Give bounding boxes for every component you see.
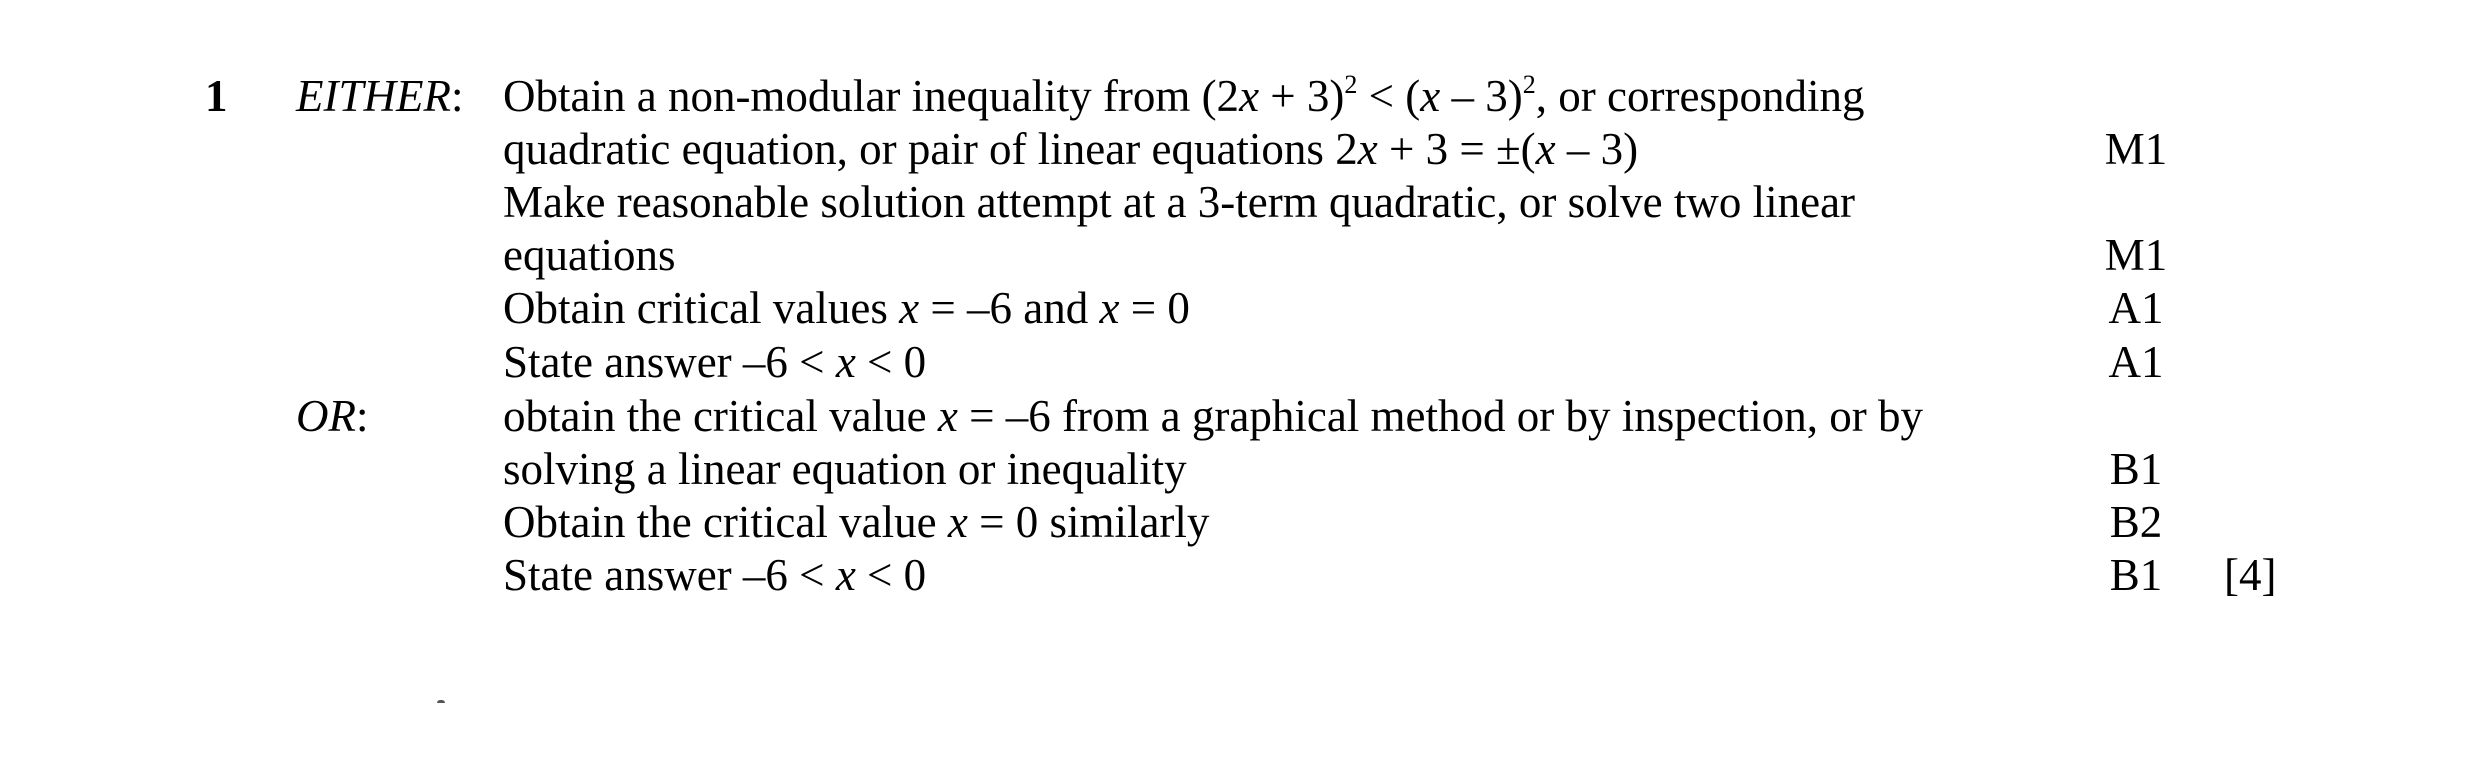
variable: x <box>835 550 856 600</box>
question-number: 1 <box>205 71 228 121</box>
text-run: State answer –6 < <box>503 337 836 387</box>
variable: x <box>835 337 856 387</box>
variable: x <box>1535 124 1556 174</box>
mark-code: B1 <box>2109 444 2163 494</box>
text-run: Obtain critical values <box>503 283 900 333</box>
text-run: = –6 and <box>919 283 1100 333</box>
mark-line <box>0 70 2480 123</box>
text-run: – 3) <box>1440 71 1523 121</box>
question-total-marks: [4] <box>2224 550 2277 600</box>
mark-line-text <box>503 443 1187 496</box>
text-run: Obtain the critical value <box>503 497 948 547</box>
mark-line-text <box>503 549 926 602</box>
mark-line <box>0 549 2480 602</box>
text-run: quadratic equation, or pair of linear equations 2 <box>503 124 1358 174</box>
text-run: Obtain a non-modular inequality from (2 <box>503 71 1240 121</box>
text-run: < 0 <box>855 337 927 387</box>
mark-line <box>0 496 2480 549</box>
variable: x <box>1420 71 1441 121</box>
mark-line-text <box>503 496 1209 549</box>
or-label: OR: <box>296 391 369 441</box>
mark-line-text <box>503 70 1864 123</box>
mark-line <box>0 443 2480 496</box>
text-run: obtain the critical value <box>503 391 938 441</box>
text-run: – 3) <box>1555 124 1639 174</box>
mark-code: M1 <box>2104 124 2168 174</box>
mark-line-text <box>503 390 1923 443</box>
variable: x <box>947 497 968 547</box>
variable: x <box>1099 283 1120 333</box>
mark-line-text <box>503 336 926 389</box>
text-run: + 3 = ±( <box>1377 124 1536 174</box>
mark-line-text <box>503 282 1190 335</box>
text-run: < 0 <box>855 550 927 600</box>
mark-line-text <box>503 229 675 282</box>
text-run: State answer –6 < <box>503 550 836 600</box>
mark-code: M1 <box>2104 230 2168 280</box>
text-run: solving a linear equation or inequality <box>503 444 1187 494</box>
scan-artifact <box>437 700 445 706</box>
mark-line <box>0 390 2480 443</box>
mark-line <box>0 282 2480 335</box>
text-run: , or corresponding <box>1535 71 1865 121</box>
text-run: < ( <box>1357 71 1421 121</box>
mark-code: B1 <box>2109 550 2163 600</box>
text-run: = –6 from a graphical method or by inspection, or by <box>957 391 1923 441</box>
variable: x <box>899 283 920 333</box>
either-label: EITHER: <box>296 71 464 121</box>
variable: x <box>937 391 958 441</box>
variable: x <box>1357 124 1378 174</box>
mark-code: B2 <box>2109 497 2163 547</box>
exponent: 2 <box>1522 70 1536 99</box>
mark-code: A1 <box>2108 283 2164 333</box>
text-run: equations <box>503 230 676 280</box>
mark-line <box>0 229 2480 282</box>
text-run: = 0 similarly <box>967 497 1210 547</box>
text-run: = 0 <box>1119 283 1190 333</box>
mark-line <box>0 336 2480 389</box>
text-run: + 3) <box>1259 71 1345 121</box>
variable: x <box>1239 71 1260 121</box>
mark-code: A1 <box>2108 337 2164 387</box>
mark-line <box>0 176 2480 229</box>
mark-line-text <box>503 123 1638 176</box>
text-run: Make reasonable solution attempt at a 3-term quadratic, or solve two linear <box>503 177 1856 227</box>
mark-line <box>0 123 2480 176</box>
exponent: 2 <box>1344 70 1358 99</box>
mark-line-text <box>503 176 1855 229</box>
